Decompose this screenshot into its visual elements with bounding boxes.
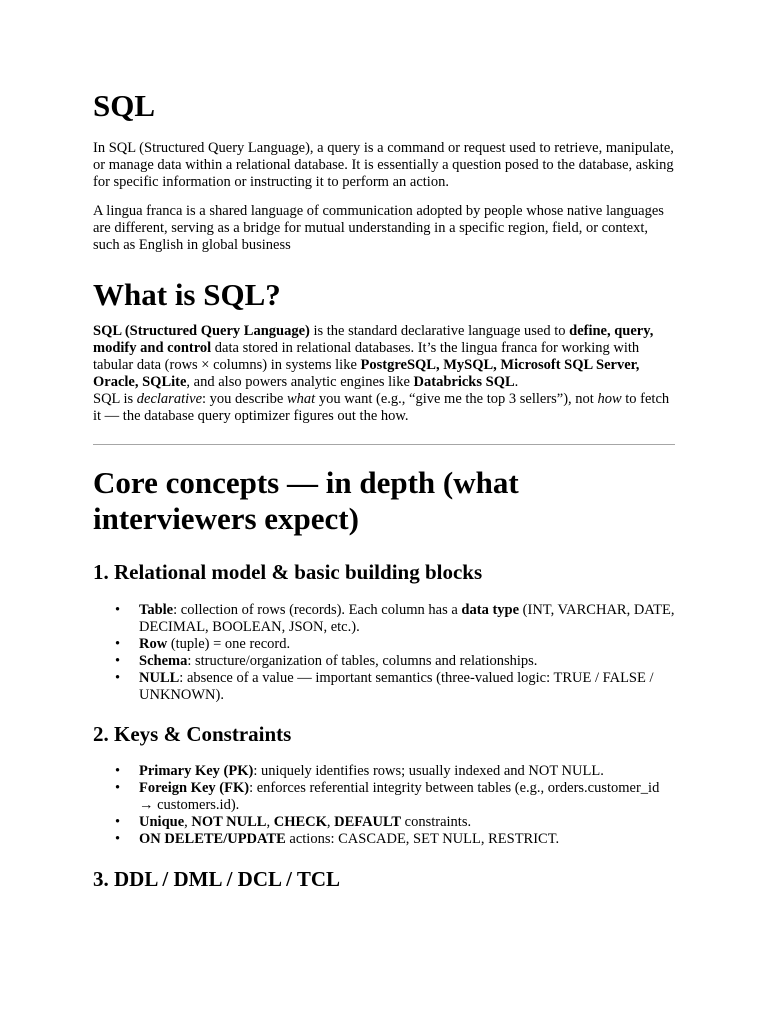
body-text: (INT, VARCHAR, DATE, DECIMAL, BOOLEAN, JSON, etc.). <box>139 602 675 635</box>
intro-paragraph-query: In SQL (Structured Query Language), a query is a command or request used to retrieve, manipulate, or manage data within a relational database. It is essentially a question posed to the database, asking for specific information or instructing it to perform an action. <box>93 140 674 190</box>
body-text: . <box>514 374 519 390</box>
body-text: data stored in relational databases. It’s the lingua franca for working with tabular data (rows × columns) in systems like <box>93 340 640 373</box>
italic-text: declarative <box>136 391 203 407</box>
body-text: : uniquely identifies rows; usually indexed and NOT NULL. <box>253 763 604 779</box>
list-item-table <box>139 602 675 636</box>
bold-text: Schema <box>139 653 188 669</box>
list-item-schema <box>139 653 675 670</box>
bold-text: data type <box>461 602 520 618</box>
list-item-on-delete-update <box>139 831 675 848</box>
body-text: , <box>184 814 192 830</box>
bold-text: define, query, modify and control <box>93 323 654 356</box>
core-concepts-heading: Core concepts — in depth (what interviewers expect) <box>93 465 519 536</box>
body-text: constraints. <box>401 814 472 830</box>
body-text: you want (e.g., “give me the top 3 sellers”), not <box>315 391 598 407</box>
body-text: : absence of a value — important semantics (three-valued logic: TRUE / FALSE / UNKNOWN). <box>139 670 654 703</box>
intro-paragraph-lingua-franca: A lingua franca is a shared language of communication adopted by people whose native languages are different, serving as a bridge for mutual understanding in a specific region, field, or context, such as English in global business <box>93 203 664 253</box>
bold-text: Databricks SQL <box>413 374 515 390</box>
page-title: SQL <box>93 88 156 123</box>
body-text: SQL is <box>93 391 137 407</box>
bold-text: Unique <box>139 814 185 830</box>
what-is-sql-heading: What is SQL? <box>93 277 281 312</box>
bold-text: Foreign Key (FK) <box>139 780 250 796</box>
italic-text: what <box>286 391 316 407</box>
body-text: : collection of rows (records). Each column has a <box>173 602 462 618</box>
document-page <box>93 88 675 892</box>
section-divider <box>93 444 675 445</box>
bold-text: NOT NULL <box>191 814 267 830</box>
bold-text: SQL (Structured Query Language) <box>93 323 310 339</box>
bold-text: Primary Key (PK) <box>139 763 254 779</box>
body-text: , <box>266 814 274 830</box>
list-item-unique-constraints <box>139 814 675 831</box>
relational-model-list <box>93 602 675 704</box>
bold-text: Row <box>139 636 168 652</box>
italic-text: how <box>597 391 622 407</box>
ddl-dml-heading: 3. DDL / DML / DCL / TCL <box>93 867 340 891</box>
list-item-foreign-key <box>139 780 675 814</box>
bold-text: CHECK <box>273 814 327 830</box>
declarative-paragraph <box>93 391 675 425</box>
bold-text: NULL <box>139 670 180 686</box>
list-item-primary-key <box>139 763 675 780</box>
body-text: , <box>326 814 335 830</box>
body-text: : structure/organization of tables, columns and relationships. <box>187 653 538 669</box>
body-text: : you describe <box>202 391 287 407</box>
what-is-sql-paragraph <box>93 323 675 391</box>
body-text: to fetch it — the database query optimizer figures out the how. <box>93 391 670 424</box>
list-item-row <box>139 636 675 653</box>
body-text: is the standard declarative language used to <box>309 323 570 339</box>
keys-constraints-heading: 2. Keys & Constraints <box>93 722 292 746</box>
body-text: actions: CASCADE, SET NULL, RESTRICT. <box>285 831 560 847</box>
list-item-null <box>139 670 675 704</box>
body-text: : enforces referential integrity between tables (e.g., orders.customer_id → customers.id). <box>139 780 660 813</box>
body-text: , and also powers analytic engines like <box>186 374 414 390</box>
bold-text: DEFAULT <box>334 814 402 830</box>
keys-constraints-list <box>93 763 675 848</box>
relational-model-heading: 1. Relational model & basic building blocks <box>93 560 483 584</box>
bold-text: ON DELETE/UPDATE <box>139 831 286 847</box>
bold-text: Table <box>139 602 174 618</box>
body-text: (tuple) = one record. <box>167 636 291 652</box>
bold-text: PostgreSQL, MySQL, Microsoft SQL Server, Oracle, SQLite <box>93 357 640 390</box>
